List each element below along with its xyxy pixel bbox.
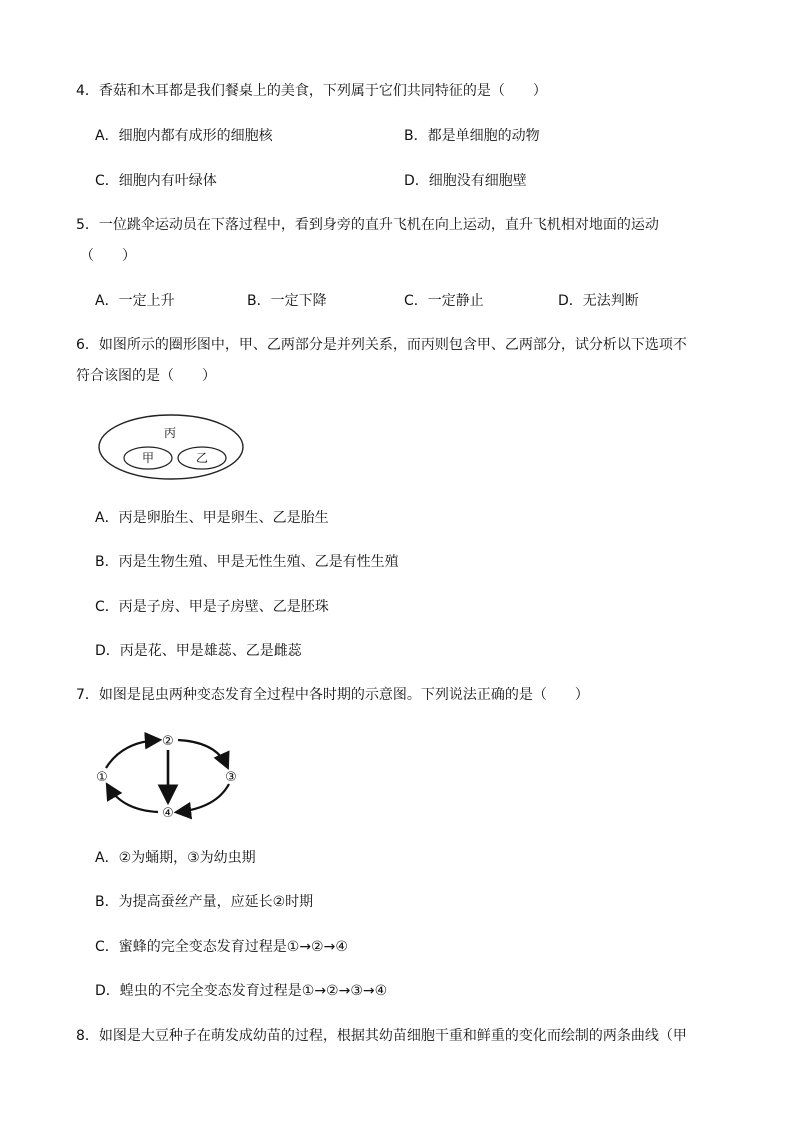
q6-option-c: C．丙是子房、甲是子房壁、乙是胚珠 <box>95 599 329 615</box>
q5-stem-line1: 5．一位跳伞运动员在下落过程中，看到身旁的直升飞机在向上运动，直升飞机相对地面的运动 <box>76 217 659 233</box>
arrow-2-to-3 <box>178 740 227 766</box>
q5-option-a: A．一定上升 <box>95 293 175 309</box>
q4-option-b: B．都是单细胞的动物 <box>404 128 540 144</box>
q6-stem-line1: 6．如图所示的圈形图中，甲、乙两部分是并列关系，而丙则包含甲、乙两部分，试分析以下选项不 <box>76 337 687 353</box>
q7-life-cycle-diagram <box>92 728 252 823</box>
q6-venn-diagram <box>96 412 246 482</box>
arrow-4-to-1 <box>108 786 158 812</box>
q7-option-d: D．蝗虫的不完全变态发育过程是①→②→③→④ <box>95 983 388 999</box>
q7-option-b: B．为提高蚕丝产量，应延长②时期 <box>95 894 314 910</box>
arrow-1-to-2 <box>106 740 158 768</box>
venn-outer-circle <box>99 415 243 479</box>
q7-option-c: C．蜜蜂的完全变态发育过程是①→②→④ <box>95 939 348 955</box>
arrow-3-to-4 <box>178 784 229 812</box>
stage-3-label: ③ <box>225 770 237 785</box>
q5-option-b: B．一定下降 <box>247 293 327 309</box>
q4-option-c: C．细胞内有叶绿体 <box>95 173 217 189</box>
q6-option-a: A．丙是卵胎生、甲是卵生、乙是胎生 <box>95 510 329 526</box>
stage-2-label: ② <box>162 734 174 749</box>
q7-option-a: A．②为蛹期，③为幼虫期 <box>95 850 256 866</box>
q7-stem: 7．如图是昆虫两种变态发育全过程中各时期的示意图。下列说法正确的是（ ） <box>76 687 589 703</box>
q4-stem: 4．香菇和木耳都是我们餐桌上的美食，下列属于它们共同特征的是（ ） <box>76 83 547 99</box>
q6-stem-line2: 符合该图的是（ ） <box>76 368 216 384</box>
q4-option-d: D．细胞没有细胞壁 <box>404 173 527 189</box>
q6-option-d: D．丙是花、甲是雄蕊、乙是雌蕊 <box>95 643 302 659</box>
venn-left-label: 甲 <box>141 451 155 465</box>
q6-option-b: B．丙是生物生殖、甲是无性生殖、乙是有性生殖 <box>95 554 399 570</box>
stage-4-label: ④ <box>162 806 174 821</box>
q8-stem-line1: 8．如图是大豆种子在萌发成幼苗的过程，根据其幼苗细胞干重和鲜重的变化而绘制的两条曲线（甲 <box>76 1028 687 1044</box>
stage-1-label: ① <box>96 770 108 785</box>
venn-right-label: 乙 <box>195 451 209 465</box>
venn-outer-label: 丙 <box>163 426 177 440</box>
q4-option-a: A．细胞内都有成形的细胞核 <box>95 128 273 144</box>
q5-stem-line2: （ ） <box>80 248 136 264</box>
q5-option-c: C．一定静止 <box>404 293 484 309</box>
q5-option-d: D．无法判断 <box>558 293 639 309</box>
